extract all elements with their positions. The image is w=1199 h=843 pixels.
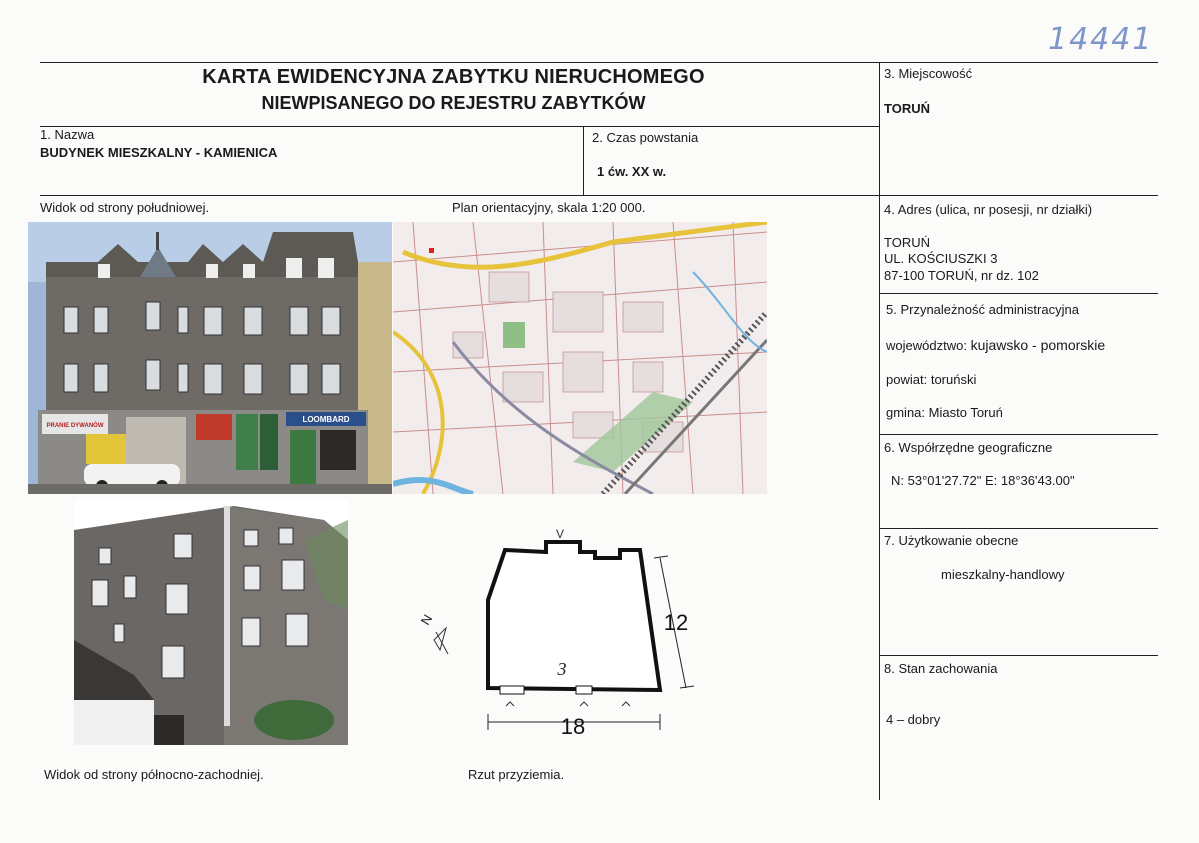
voivodeship-row [886,337,1105,353]
name-label: 1. Nazwa [40,127,95,142]
place-value: TORUŃ [884,101,930,116]
card-title-line1: KARTA EWIDENCYJNA ZABYTKU NIERUCHOMEGO [202,66,705,88]
county-key: powiat: [886,372,928,387]
condition-value: 4 – dobry [886,712,941,727]
commune-key: gmina: [886,405,926,420]
usage-bottom-line [879,655,1158,656]
county-value: toruński [930,372,977,387]
right-column-divider [879,62,880,800]
condition-label: 8. Stan zachowania [884,661,998,676]
date-value: 1 ćw. XX w. [597,164,667,179]
plan-depth-dimension: 12 [663,610,689,635]
handwritten-registry-number: 14441 [1048,22,1154,57]
commune-row [886,405,1003,420]
address-line2: UL. KOŚCIUSZKI 3 [884,251,998,266]
county-row [886,372,976,387]
ground-plan-caption: Rzut przyziemia. [468,767,565,782]
south-facade-photo [28,222,392,494]
south-view-caption: Widok od strony południowej. [40,200,210,215]
top-border [40,62,1158,63]
address-line3: 87-100 TORUŃ, nr dz. 102 [884,268,1039,283]
voivodeship-value: kujawsko - pomorskie [970,337,1106,353]
admin-label: 5. Przynależność administracyjna [886,302,1079,317]
plan-building-number: 3 [557,659,567,679]
card-title-line2: NIEWPISANEGO DO REJESTRU ZABYTKÓW [261,93,646,113]
commune-value: Miasto Toruń [928,405,1003,420]
voivodeship-key: województwo: [886,338,967,353]
northwest-facade-photo [74,500,348,745]
address-bottom-line [879,293,1158,294]
coords-label: 6. Współrzędne geograficzne [884,440,1053,455]
coords-bottom-line [879,528,1158,529]
usage-label: 7. Użytkowanie obecne [884,533,1019,548]
title-bottom-line [40,126,879,127]
header-bottom-line [40,195,1158,196]
name-value: BUDYNEK MIESZKALNY - KAMIENICA [40,145,278,160]
usage-value: mieszkalny-handlowy [941,567,1065,582]
orientation-map [393,222,767,494]
loombard-sign: LOOMBARD [302,415,350,424]
northwest-view-caption: Widok od strony północno-zachodniej. [44,767,264,782]
name-date-divider [583,126,584,195]
ground-plan-drawing [410,520,710,752]
admin-bottom-line [879,434,1158,435]
date-label: 2. Czas powstania [592,130,699,145]
place-label: 3. Miejscowość [884,66,973,81]
map-caption: Plan orientacyjny, skala 1:20 000. [452,200,646,215]
plan-entrance-mark: V [555,527,565,541]
plan-north-letter: N [417,611,436,628]
coords-value: N: 53°01'27.72" E: 18°36'43.00" [891,473,1075,488]
address-line1: TORUŃ [884,235,930,250]
carpets-sign: PRANIE DYWANÓW [46,423,104,429]
plan-width-dimension: 18 [560,714,586,739]
address-label: 4. Adres (ulica, nr posesji, nr działki) [884,202,1093,217]
